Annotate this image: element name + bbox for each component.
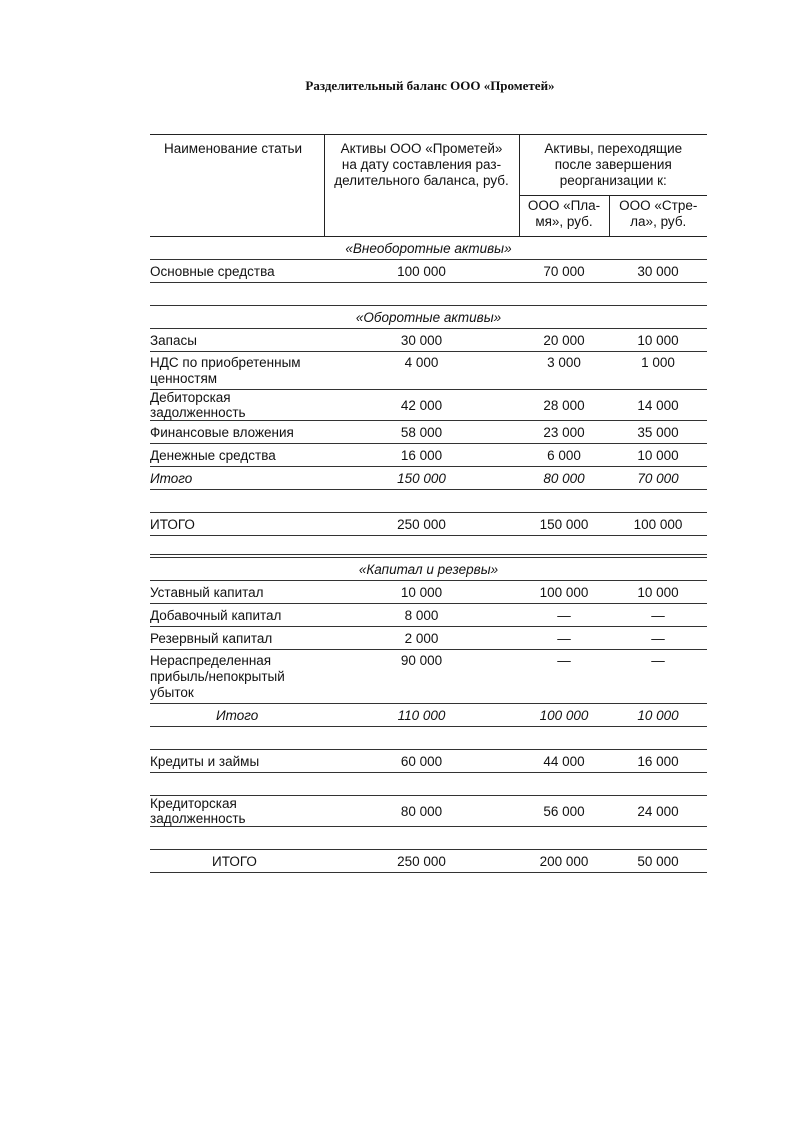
- table-row: Нераспределенная прибыль/непокрытый убыток 90 000 — —: [150, 650, 707, 704]
- section-noncurrent: «Внеоборотные активы»: [150, 237, 707, 260]
- total-row: ИТОГО 250 000 150 000 100 000: [150, 513, 707, 536]
- table-row: Кредиторская задолженность 80 000 56 000 24 000: [150, 796, 707, 827]
- spacer-row: [150, 283, 707, 306]
- table-row: Резервный капитал 2 000 — —: [150, 627, 707, 650]
- spacer-row: [150, 490, 707, 513]
- table-row: Финансовые вложения 58 000 23 000 35 000: [150, 421, 707, 444]
- document-title: Разделительный баланс ООО «Прометей»: [305, 78, 555, 93]
- section-current: «Оборотные активы»: [150, 306, 707, 329]
- table-row: Основные средства 100 000 70 000 30 000: [150, 260, 707, 283]
- header-item-name: Наименование статьи: [150, 135, 324, 237]
- table-row: НДС по приобретенным ценностям 4 000 3 000 1 000: [150, 352, 707, 390]
- header-assets-prometey: Активы ООО «Прометей» на дату составления раз- делительного баланса, руб.: [324, 135, 519, 237]
- balance-table: [150, 134, 707, 873]
- subtotal-row: Итого 110 000 100 000 10 000: [150, 704, 707, 727]
- header-plamya: ООО «Пла- мя», руб.: [519, 196, 609, 237]
- table-row: Кредиты и займы 60 000 44 000 16 000: [150, 750, 707, 773]
- table-row: Уставный капитал 10 000 100 000 10 000: [150, 581, 707, 604]
- header-strela: ООО «Стре- ла», руб.: [609, 196, 707, 237]
- table-row: Добавочный капитал 8 000 — —: [150, 604, 707, 627]
- spacer-row: [150, 536, 707, 555]
- spacer-row: [150, 827, 707, 850]
- table-row: Запасы 30 000 20 000 10 000: [150, 329, 707, 352]
- spacer-row: [150, 773, 707, 796]
- table-row: Дебиторская задолженность 42 000 28 000 14 000: [150, 390, 707, 421]
- header-assets-transferred: Активы, переходящие после завершения реорганизации к:: [519, 135, 707, 196]
- subtotal-row: Итого 150 000 80 000 70 000: [150, 467, 707, 490]
- total-row: ИТОГО 250 000 200 000 50 000: [150, 850, 707, 873]
- table-row: Денежные средства 16 000 6 000 10 000: [150, 444, 707, 467]
- spacer-row: [150, 727, 707, 750]
- section-capital: «Капитал и резервы»: [150, 556, 707, 581]
